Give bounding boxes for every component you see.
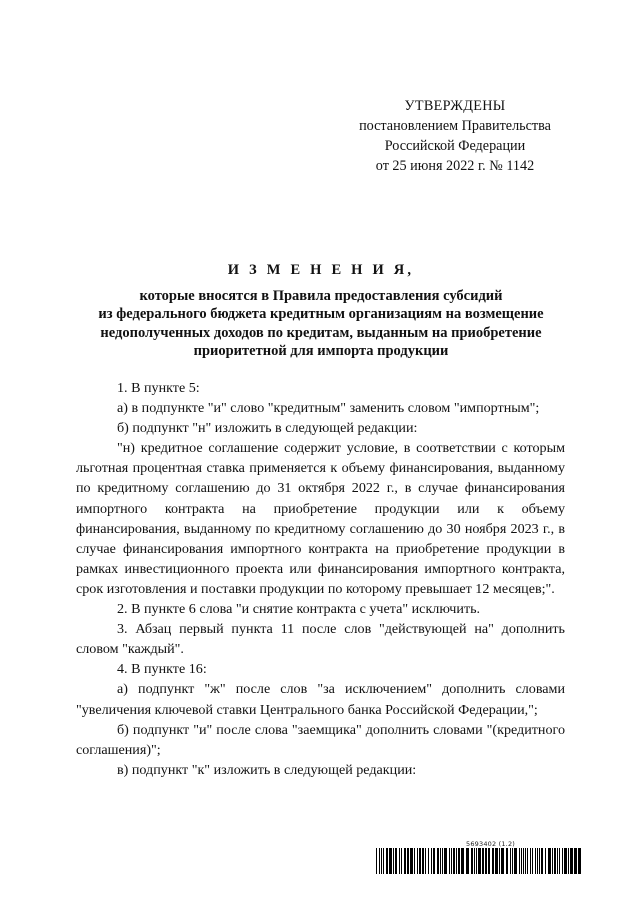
heading-line-3: недополученных доходов по кредитам, выданным на приобретение — [100, 324, 542, 341]
paragraph-2: а) в подпункте "и" слово "кредитным" заменить словом "импортным"; — [117, 400, 540, 417]
heading-line-2: из федерального бюджета кредитным организациям на возмещение — [98, 306, 544, 323]
paragraph-6: 3. Абзац первый пункта 11 после слов "действующей на" дополнить словом "каждый". — [76, 621, 565, 658]
approval-line-2: Российской Федерации — [384, 138, 526, 154]
paragraph-10: в) подпункт "к" изложить в следующей редакции: — [117, 761, 417, 778]
barcode-icon — [376, 848, 582, 874]
paragraph-8: а) подпункт "ж" после слов "за исключением" дополнить словами "увеличения ключевой ставки Центрального банка Российской Федерации,"; — [76, 681, 565, 718]
heading-line-4: приоритетной для импорта продукции — [193, 343, 449, 360]
approval-title: УТВЕРЖДЕНЫ — [404, 98, 506, 114]
document-body — [76, 378, 565, 780]
paragraph-3: б) подпункт "н" изложить в следующей редакции: — [117, 420, 418, 437]
approval-line-3: от 25 июня 2022 г. № 1142 — [375, 158, 535, 174]
paragraph-4: "н) кредитное соглашение содержит условие, в соответствии с которым льготная процентная ставка применяется к объему финансирования, выданному по кредитному соглашению до 31 октября 2022 г., в случае финансирования импортного контракта на приобретение продукции или к объему финансирования, выданному по кредитному соглашению до 30 ноября 2023 г., в случае финансирования импортного контракта на приобретение продукции в рамках инвестиционного проекта или финансирования импортного контракта, срок изготовления и поставки продукции по которому превышает 12 месяцев;". — [76, 440, 565, 597]
heading-line-1: которые вносятся в Правила предоставления субсидий — [139, 287, 503, 304]
barcode-number: 5693402 (1.2) — [466, 840, 516, 848]
document-heading — [60, 261, 582, 361]
approval-line-1: постановлением Правительства — [359, 118, 551, 134]
paragraph-7: 4. В пункте 16: — [117, 661, 207, 678]
paragraph-1: 1. В пункте 5: — [117, 380, 200, 396]
paragraph-5: 2. В пункте 6 слова "и снятие контракта с учета" исключить. — [117, 601, 481, 618]
heading-title: И З М Е Н Е Н И Я, — [227, 262, 415, 278]
paragraph-9: б) подпункт "и" после слова "заемщика" дополнить словами "(кредитного соглашения)"; — [76, 721, 565, 758]
approval-block — [330, 96, 580, 176]
